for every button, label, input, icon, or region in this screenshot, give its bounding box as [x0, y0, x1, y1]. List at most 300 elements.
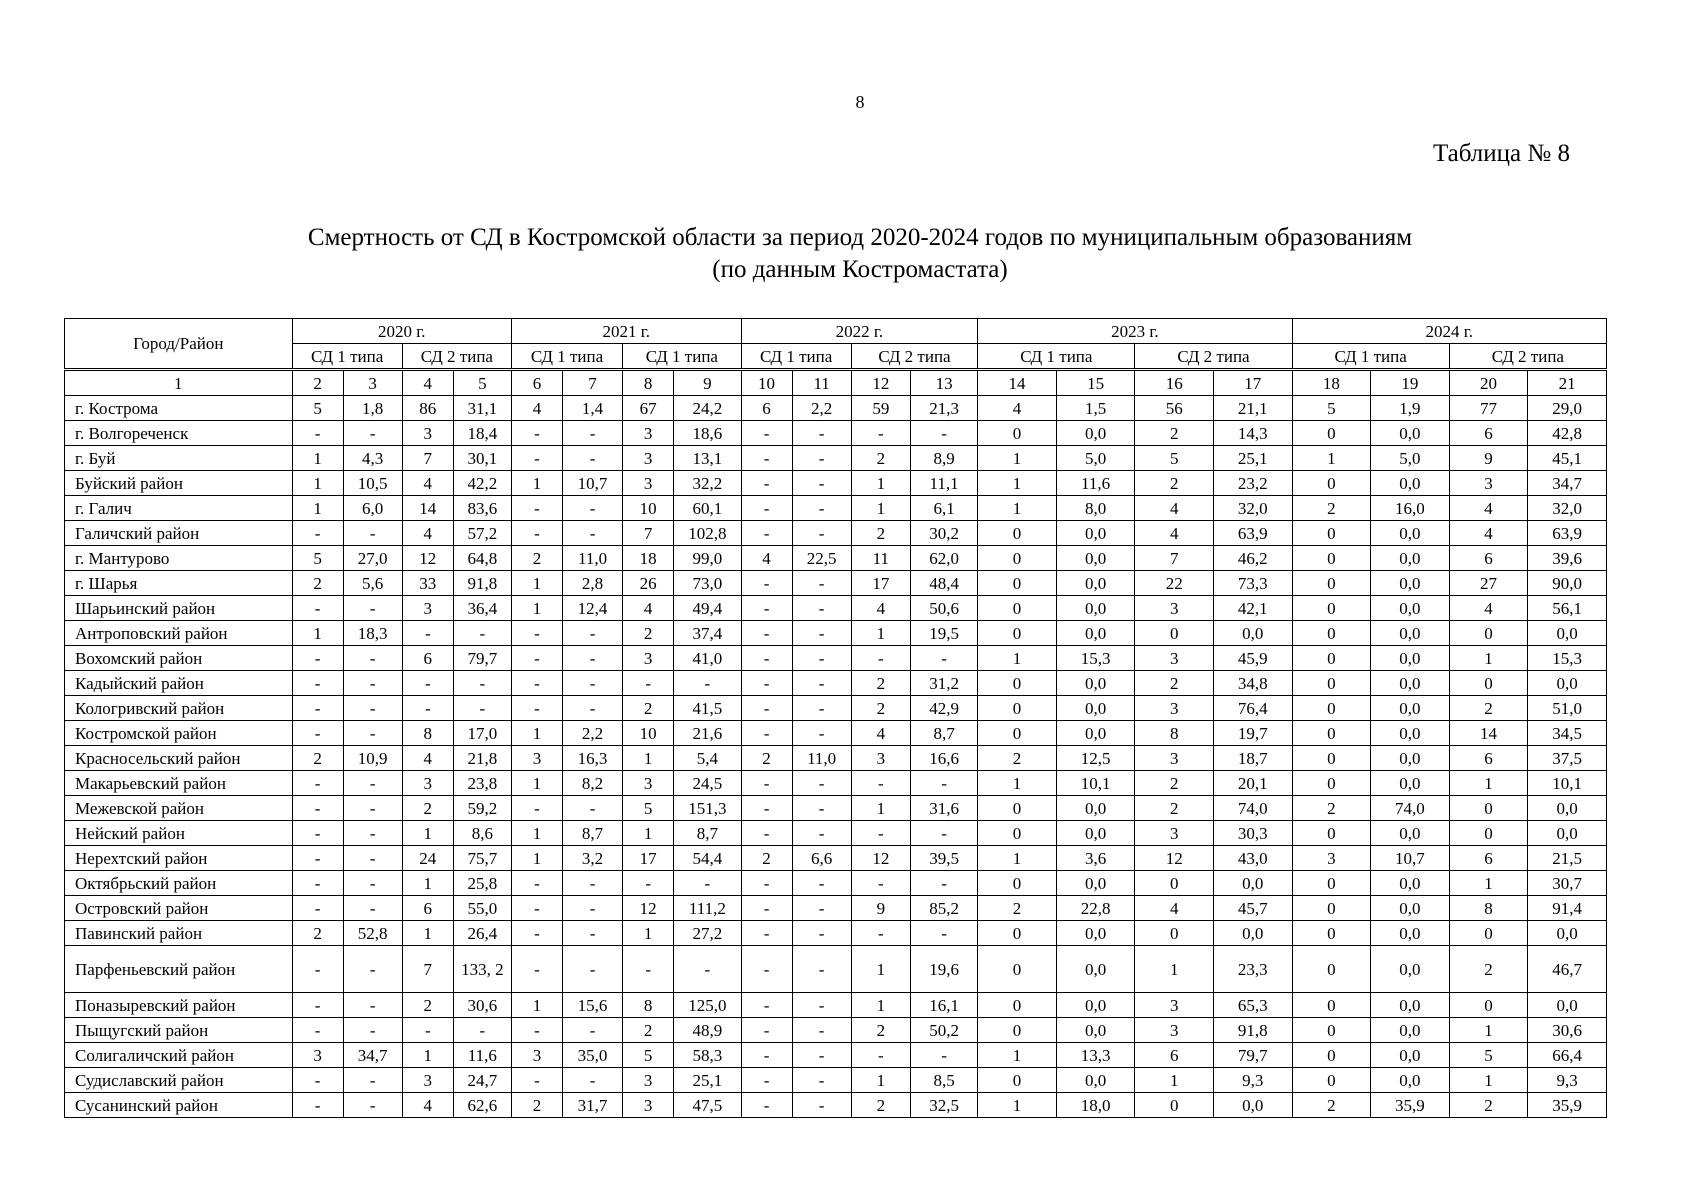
- value-cell: 19,7: [1213, 721, 1292, 746]
- value-cell: 25,1: [1213, 446, 1292, 471]
- value-cell: -: [910, 821, 977, 846]
- value-cell: 1,5: [1056, 396, 1135, 421]
- value-cell: -: [623, 946, 674, 993]
- value-cell: -: [851, 921, 910, 946]
- value-cell: -: [511, 871, 562, 896]
- value-cell: 5,0: [1056, 446, 1135, 471]
- value-cell: -: [511, 421, 562, 446]
- value-cell: 1: [978, 646, 1057, 671]
- column-number-cell: 15: [1056, 370, 1135, 396]
- value-cell: 30,2: [910, 521, 977, 546]
- value-cell: 63,9: [1213, 521, 1292, 546]
- page-number: 8: [855, 92, 865, 112]
- column-number-cell: 21: [1528, 370, 1607, 396]
- value-cell: 111,2: [674, 896, 741, 921]
- column-number-cell: 3: [343, 370, 402, 396]
- value-cell: 0,0: [1056, 621, 1135, 646]
- city-column-header: Город/Район: [65, 319, 293, 370]
- value-cell: 0,0: [1213, 621, 1292, 646]
- value-cell: 1: [851, 946, 910, 993]
- value-cell: -: [792, 796, 851, 821]
- value-cell: -: [292, 521, 343, 546]
- value-cell: 0: [1292, 621, 1371, 646]
- value-cell: 10,7: [562, 471, 622, 496]
- municipality-name-cell: Костромской район: [65, 721, 293, 746]
- value-cell: 15,3: [1528, 646, 1607, 671]
- value-cell: 2: [292, 571, 343, 596]
- value-cell: 35,9: [1528, 1093, 1607, 1118]
- value-cell: 35,0: [562, 1043, 622, 1068]
- value-cell: -: [292, 696, 343, 721]
- value-cell: 1: [623, 921, 674, 946]
- value-cell: -: [292, 596, 343, 621]
- value-cell: 62,0: [910, 546, 977, 571]
- value-cell: 0,0: [1371, 696, 1450, 721]
- value-cell: 0: [1292, 1018, 1371, 1043]
- value-cell: 83,6: [453, 496, 511, 521]
- value-cell: 133, 2: [453, 946, 511, 993]
- value-cell: 9,3: [1528, 1068, 1607, 1093]
- value-cell: 0,0: [1528, 796, 1607, 821]
- value-cell: -: [741, 1043, 792, 1068]
- value-cell: -: [562, 671, 622, 696]
- value-cell: 30,6: [1528, 1018, 1607, 1043]
- value-cell: 57,2: [453, 521, 511, 546]
- value-cell: -: [562, 421, 622, 446]
- value-cell: 0,0: [1056, 721, 1135, 746]
- value-cell: 1: [1449, 646, 1528, 671]
- column-number-cell: 11: [792, 370, 851, 396]
- value-cell: 0: [1449, 821, 1528, 846]
- value-cell: -: [623, 871, 674, 896]
- type-header: СД 1 типа: [623, 344, 741, 370]
- column-number-cell: 17: [1213, 370, 1292, 396]
- value-cell: -: [343, 846, 402, 871]
- table-row: [65, 1043, 1607, 1068]
- value-cell: 45,9: [1213, 646, 1292, 671]
- value-cell: 0: [1135, 621, 1214, 646]
- value-cell: 0,0: [1371, 596, 1450, 621]
- value-cell: 0,0: [1528, 821, 1607, 846]
- year-header: 2024 г.: [1292, 319, 1606, 344]
- value-cell: 62,6: [453, 1093, 511, 1118]
- value-cell: 0,0: [1371, 421, 1450, 446]
- value-cell: -: [453, 621, 511, 646]
- value-cell: -: [741, 671, 792, 696]
- value-cell: 18,3: [343, 621, 402, 646]
- value-cell: 102,8: [674, 521, 741, 546]
- value-cell: 1: [402, 821, 453, 846]
- value-cell: -: [511, 896, 562, 921]
- value-cell: 0: [1292, 896, 1371, 921]
- value-cell: 2: [741, 846, 792, 871]
- value-cell: -: [792, 471, 851, 496]
- value-cell: 1: [511, 721, 562, 746]
- value-cell: 2,2: [792, 396, 851, 421]
- value-cell: 0,0: [1213, 921, 1292, 946]
- value-cell: 27: [1449, 571, 1528, 596]
- value-cell: 32,5: [910, 1093, 977, 1118]
- value-cell: -: [292, 421, 343, 446]
- value-cell: 66,4: [1528, 1043, 1607, 1068]
- value-cell: 0: [978, 946, 1057, 993]
- value-cell: 0: [978, 796, 1057, 821]
- table-row: [65, 421, 1607, 446]
- value-cell: 0,0: [1213, 1093, 1292, 1118]
- value-cell: 2: [1135, 471, 1214, 496]
- value-cell: 6: [1135, 1043, 1214, 1068]
- value-cell: 64,8: [453, 546, 511, 571]
- value-cell: -: [343, 671, 402, 696]
- value-cell: 2: [1135, 771, 1214, 796]
- table-row: [65, 396, 1607, 421]
- value-cell: 3: [623, 1093, 674, 1118]
- value-cell: -: [343, 896, 402, 921]
- value-cell: 0: [1292, 421, 1371, 446]
- value-cell: 0,0: [1056, 596, 1135, 621]
- title-line-1: Смертность от СД в Костромской области за период 2020-2024 годов по муниципальным образованиям: [307, 224, 1413, 251]
- value-cell: 25,8: [453, 871, 511, 896]
- value-cell: -: [674, 871, 741, 896]
- value-cell: 67: [623, 396, 674, 421]
- value-cell: 0,0: [1371, 546, 1450, 571]
- value-cell: 4: [1135, 521, 1214, 546]
- value-cell: -: [292, 821, 343, 846]
- value-cell: -: [511, 921, 562, 946]
- value-cell: 1: [851, 796, 910, 821]
- value-cell: -: [792, 993, 851, 1018]
- value-cell: 3,2: [562, 846, 622, 871]
- value-cell: -: [910, 646, 977, 671]
- value-cell: 0,0: [1371, 571, 1450, 596]
- value-cell: 0: [1292, 546, 1371, 571]
- value-cell: -: [741, 496, 792, 521]
- value-cell: -: [741, 1018, 792, 1043]
- value-cell: 6: [402, 646, 453, 671]
- value-cell: -: [511, 696, 562, 721]
- value-cell: 8,6: [453, 821, 511, 846]
- value-cell: 37,5: [1528, 746, 1607, 771]
- value-cell: -: [402, 696, 453, 721]
- value-cell: 1: [1449, 1018, 1528, 1043]
- table-row: [65, 571, 1607, 596]
- value-cell: 12,5: [1056, 746, 1135, 771]
- value-cell: -: [741, 471, 792, 496]
- value-cell: 0: [1449, 796, 1528, 821]
- value-cell: 0: [978, 993, 1057, 1018]
- value-cell: 14: [402, 496, 453, 521]
- value-cell: -: [792, 871, 851, 896]
- value-cell: -: [511, 671, 562, 696]
- value-cell: 3: [402, 421, 453, 446]
- municipality-name-cell: Нейский район: [65, 821, 293, 846]
- value-cell: 12: [1135, 846, 1214, 871]
- value-cell: -: [792, 671, 851, 696]
- value-cell: 0: [978, 871, 1057, 896]
- value-cell: 8,5: [910, 1068, 977, 1093]
- value-cell: 52,8: [343, 921, 402, 946]
- value-cell: 5,4: [674, 746, 741, 771]
- column-number-cell: 20: [1449, 370, 1528, 396]
- value-cell: 46,7: [1528, 946, 1607, 993]
- value-cell: 2: [851, 1018, 910, 1043]
- value-cell: 8: [1135, 721, 1214, 746]
- value-cell: 2: [851, 696, 910, 721]
- value-cell: -: [292, 1018, 343, 1043]
- value-cell: 8: [402, 721, 453, 746]
- value-cell: 0,0: [1056, 546, 1135, 571]
- value-cell: -: [453, 1018, 511, 1043]
- table-row: [65, 946, 1607, 993]
- value-cell: 4,3: [343, 446, 402, 471]
- value-cell: 91,8: [1213, 1018, 1292, 1043]
- value-cell: -: [343, 1018, 402, 1043]
- value-cell: 3: [1449, 471, 1528, 496]
- value-cell: 6,1: [910, 496, 977, 521]
- value-cell: 1,9: [1371, 396, 1450, 421]
- value-cell: 3: [402, 1068, 453, 1093]
- value-cell: -: [343, 646, 402, 671]
- municipality-name-cell: г. Буй: [65, 446, 293, 471]
- value-cell: 0: [978, 1068, 1057, 1093]
- value-cell: 10,1: [1056, 771, 1135, 796]
- value-cell: -: [292, 896, 343, 921]
- value-cell: -: [792, 896, 851, 921]
- value-cell: -: [792, 696, 851, 721]
- value-cell: 1: [1135, 1068, 1214, 1093]
- value-cell: 45,7: [1213, 896, 1292, 921]
- value-cell: 6,0: [343, 496, 402, 521]
- value-cell: 4: [511, 396, 562, 421]
- value-cell: 3: [623, 771, 674, 796]
- value-cell: -: [402, 671, 453, 696]
- value-cell: 12: [623, 896, 674, 921]
- value-cell: 1: [978, 471, 1057, 496]
- value-cell: 48,4: [910, 571, 977, 596]
- value-cell: 1: [511, 771, 562, 796]
- value-cell: -: [292, 1068, 343, 1093]
- year-header: 2020 г.: [292, 319, 511, 344]
- value-cell: 1: [851, 993, 910, 1018]
- value-cell: 1: [402, 871, 453, 896]
- value-cell: -: [343, 1093, 402, 1118]
- value-cell: -: [562, 1068, 622, 1093]
- value-cell: 17: [623, 846, 674, 871]
- value-cell: 6: [1449, 746, 1528, 771]
- value-cell: 1: [851, 496, 910, 521]
- value-cell: 75,7: [453, 846, 511, 871]
- value-cell: 1: [1449, 1068, 1528, 1093]
- value-cell: 0: [1292, 871, 1371, 896]
- municipality-name-cell: Павинский район: [65, 921, 293, 946]
- value-cell: 30,1: [453, 446, 511, 471]
- value-cell: 2: [623, 621, 674, 646]
- value-cell: 45,1: [1528, 446, 1607, 471]
- value-cell: 16,3: [562, 746, 622, 771]
- value-cell: 0,0: [1371, 1068, 1450, 1093]
- value-cell: 6: [1449, 546, 1528, 571]
- type-header: СД 2 типа: [1449, 344, 1606, 370]
- municipality-name-cell: г. Шарья: [65, 571, 293, 596]
- value-cell: 2: [851, 521, 910, 546]
- value-cell: 0: [1292, 521, 1371, 546]
- value-cell: 4: [402, 746, 453, 771]
- value-cell: 2: [1449, 946, 1528, 993]
- value-cell: 41,0: [674, 646, 741, 671]
- value-cell: -: [674, 946, 741, 993]
- value-cell: -: [851, 821, 910, 846]
- value-cell: 3: [402, 771, 453, 796]
- value-cell: 18,4: [453, 421, 511, 446]
- value-cell: -: [562, 946, 622, 993]
- value-cell: -: [851, 1043, 910, 1068]
- value-cell: -: [511, 796, 562, 821]
- value-cell: 11,1: [910, 471, 977, 496]
- value-cell: 10,5: [343, 471, 402, 496]
- value-cell: 0: [1292, 993, 1371, 1018]
- value-cell: 2: [623, 696, 674, 721]
- value-cell: -: [343, 993, 402, 1018]
- value-cell: -: [343, 821, 402, 846]
- value-cell: 2: [851, 446, 910, 471]
- column-number-row: [65, 370, 1607, 396]
- value-cell: 5: [1449, 1043, 1528, 1068]
- value-cell: 2: [511, 546, 562, 571]
- value-cell: 0,0: [1056, 871, 1135, 896]
- value-cell: -: [292, 871, 343, 896]
- table-row: [65, 496, 1607, 521]
- value-cell: 3: [511, 1043, 562, 1068]
- value-cell: 3: [402, 596, 453, 621]
- value-cell: 2: [1135, 421, 1214, 446]
- value-cell: 1: [292, 471, 343, 496]
- value-cell: 0,0: [1528, 621, 1607, 646]
- municipality-name-cell: г. Галич: [65, 496, 293, 521]
- value-cell: 3: [1135, 1018, 1214, 1043]
- value-cell: 6: [1449, 421, 1528, 446]
- value-cell: 18,7: [1213, 746, 1292, 771]
- value-cell: 0,0: [1371, 1043, 1450, 1068]
- value-cell: -: [910, 871, 977, 896]
- column-number-cell: 8: [623, 370, 674, 396]
- value-cell: -: [792, 496, 851, 521]
- value-cell: 3: [1135, 596, 1214, 621]
- value-cell: 23,2: [1213, 471, 1292, 496]
- value-cell: 0,0: [1371, 1018, 1450, 1043]
- value-cell: -: [792, 946, 851, 993]
- value-cell: 5,6: [343, 571, 402, 596]
- value-cell: 0: [1292, 571, 1371, 596]
- value-cell: -: [343, 696, 402, 721]
- column-number-cell: 7: [562, 370, 622, 396]
- value-cell: 65,3: [1213, 993, 1292, 1018]
- value-cell: 56: [1135, 396, 1214, 421]
- table-number: Таблица № 8: [1432, 140, 1570, 167]
- value-cell: 3: [623, 421, 674, 446]
- value-cell: 16,0: [1371, 496, 1450, 521]
- value-cell: 0,0: [1056, 821, 1135, 846]
- value-cell: 58,3: [674, 1043, 741, 1068]
- value-cell: 1: [851, 1068, 910, 1093]
- value-cell: 20,1: [1213, 771, 1292, 796]
- municipality-name-cell: Межевской район: [65, 796, 293, 821]
- value-cell: 32,0: [1528, 496, 1607, 521]
- value-cell: 0: [1135, 921, 1214, 946]
- value-cell: 21,1: [1213, 396, 1292, 421]
- value-cell: 2: [1135, 796, 1214, 821]
- value-cell: 79,7: [1213, 1043, 1292, 1068]
- value-cell: -: [511, 646, 562, 671]
- value-cell: 42,9: [910, 696, 977, 721]
- value-cell: 74,0: [1213, 796, 1292, 821]
- value-cell: 4: [851, 596, 910, 621]
- value-cell: 2: [1449, 1093, 1528, 1118]
- value-cell: -: [292, 846, 343, 871]
- type-header: СД 1 типа: [511, 344, 622, 370]
- value-cell: 2: [511, 1093, 562, 1118]
- value-cell: 0: [1292, 596, 1371, 621]
- value-cell: 18: [623, 546, 674, 571]
- value-cell: -: [792, 1043, 851, 1068]
- value-cell: 0,0: [1213, 871, 1292, 896]
- value-cell: 0,0: [1371, 646, 1450, 671]
- value-cell: 1: [511, 596, 562, 621]
- value-cell: 3: [1135, 646, 1214, 671]
- value-cell: 6: [741, 396, 792, 421]
- value-cell: 0,0: [1371, 821, 1450, 846]
- value-cell: -: [562, 896, 622, 921]
- table-row: [65, 521, 1607, 546]
- value-cell: -: [453, 671, 511, 696]
- type-header: СД 2 типа: [851, 344, 978, 370]
- value-cell: 0,0: [1056, 521, 1135, 546]
- municipality-name-cell: г. Мантурово: [65, 546, 293, 571]
- value-cell: 13,3: [1056, 1043, 1135, 1068]
- value-cell: 151,3: [674, 796, 741, 821]
- value-cell: 18,0: [1056, 1093, 1135, 1118]
- value-cell: 1,4: [562, 396, 622, 421]
- value-cell: -: [792, 1018, 851, 1043]
- value-cell: 1: [978, 1093, 1057, 1118]
- table-row: [65, 696, 1607, 721]
- table-row: [65, 871, 1607, 896]
- municipality-name-cell: Шарьинский район: [65, 596, 293, 621]
- value-cell: 41,5: [674, 696, 741, 721]
- table-row: [65, 671, 1607, 696]
- value-cell: 51,0: [1528, 696, 1607, 721]
- value-cell: -: [741, 421, 792, 446]
- value-cell: 4: [741, 546, 792, 571]
- value-cell: 24,7: [453, 1068, 511, 1093]
- value-cell: 12: [402, 546, 453, 571]
- municipality-name-cell: Антроповский район: [65, 621, 293, 646]
- value-cell: 5: [623, 1043, 674, 1068]
- value-cell: 1: [292, 496, 343, 521]
- value-cell: 0,0: [1371, 621, 1450, 646]
- value-cell: 30,6: [453, 993, 511, 1018]
- municipality-name-cell: Кадыйский район: [65, 671, 293, 696]
- value-cell: -: [343, 796, 402, 821]
- value-cell: 17,0: [453, 721, 511, 746]
- value-cell: 5: [292, 396, 343, 421]
- value-cell: 59,2: [453, 796, 511, 821]
- value-cell: 99,0: [674, 546, 741, 571]
- value-cell: 3: [623, 471, 674, 496]
- value-cell: 0: [1292, 646, 1371, 671]
- value-cell: 47,5: [674, 1093, 741, 1118]
- table-row: [65, 1018, 1607, 1043]
- value-cell: 0: [1292, 771, 1371, 796]
